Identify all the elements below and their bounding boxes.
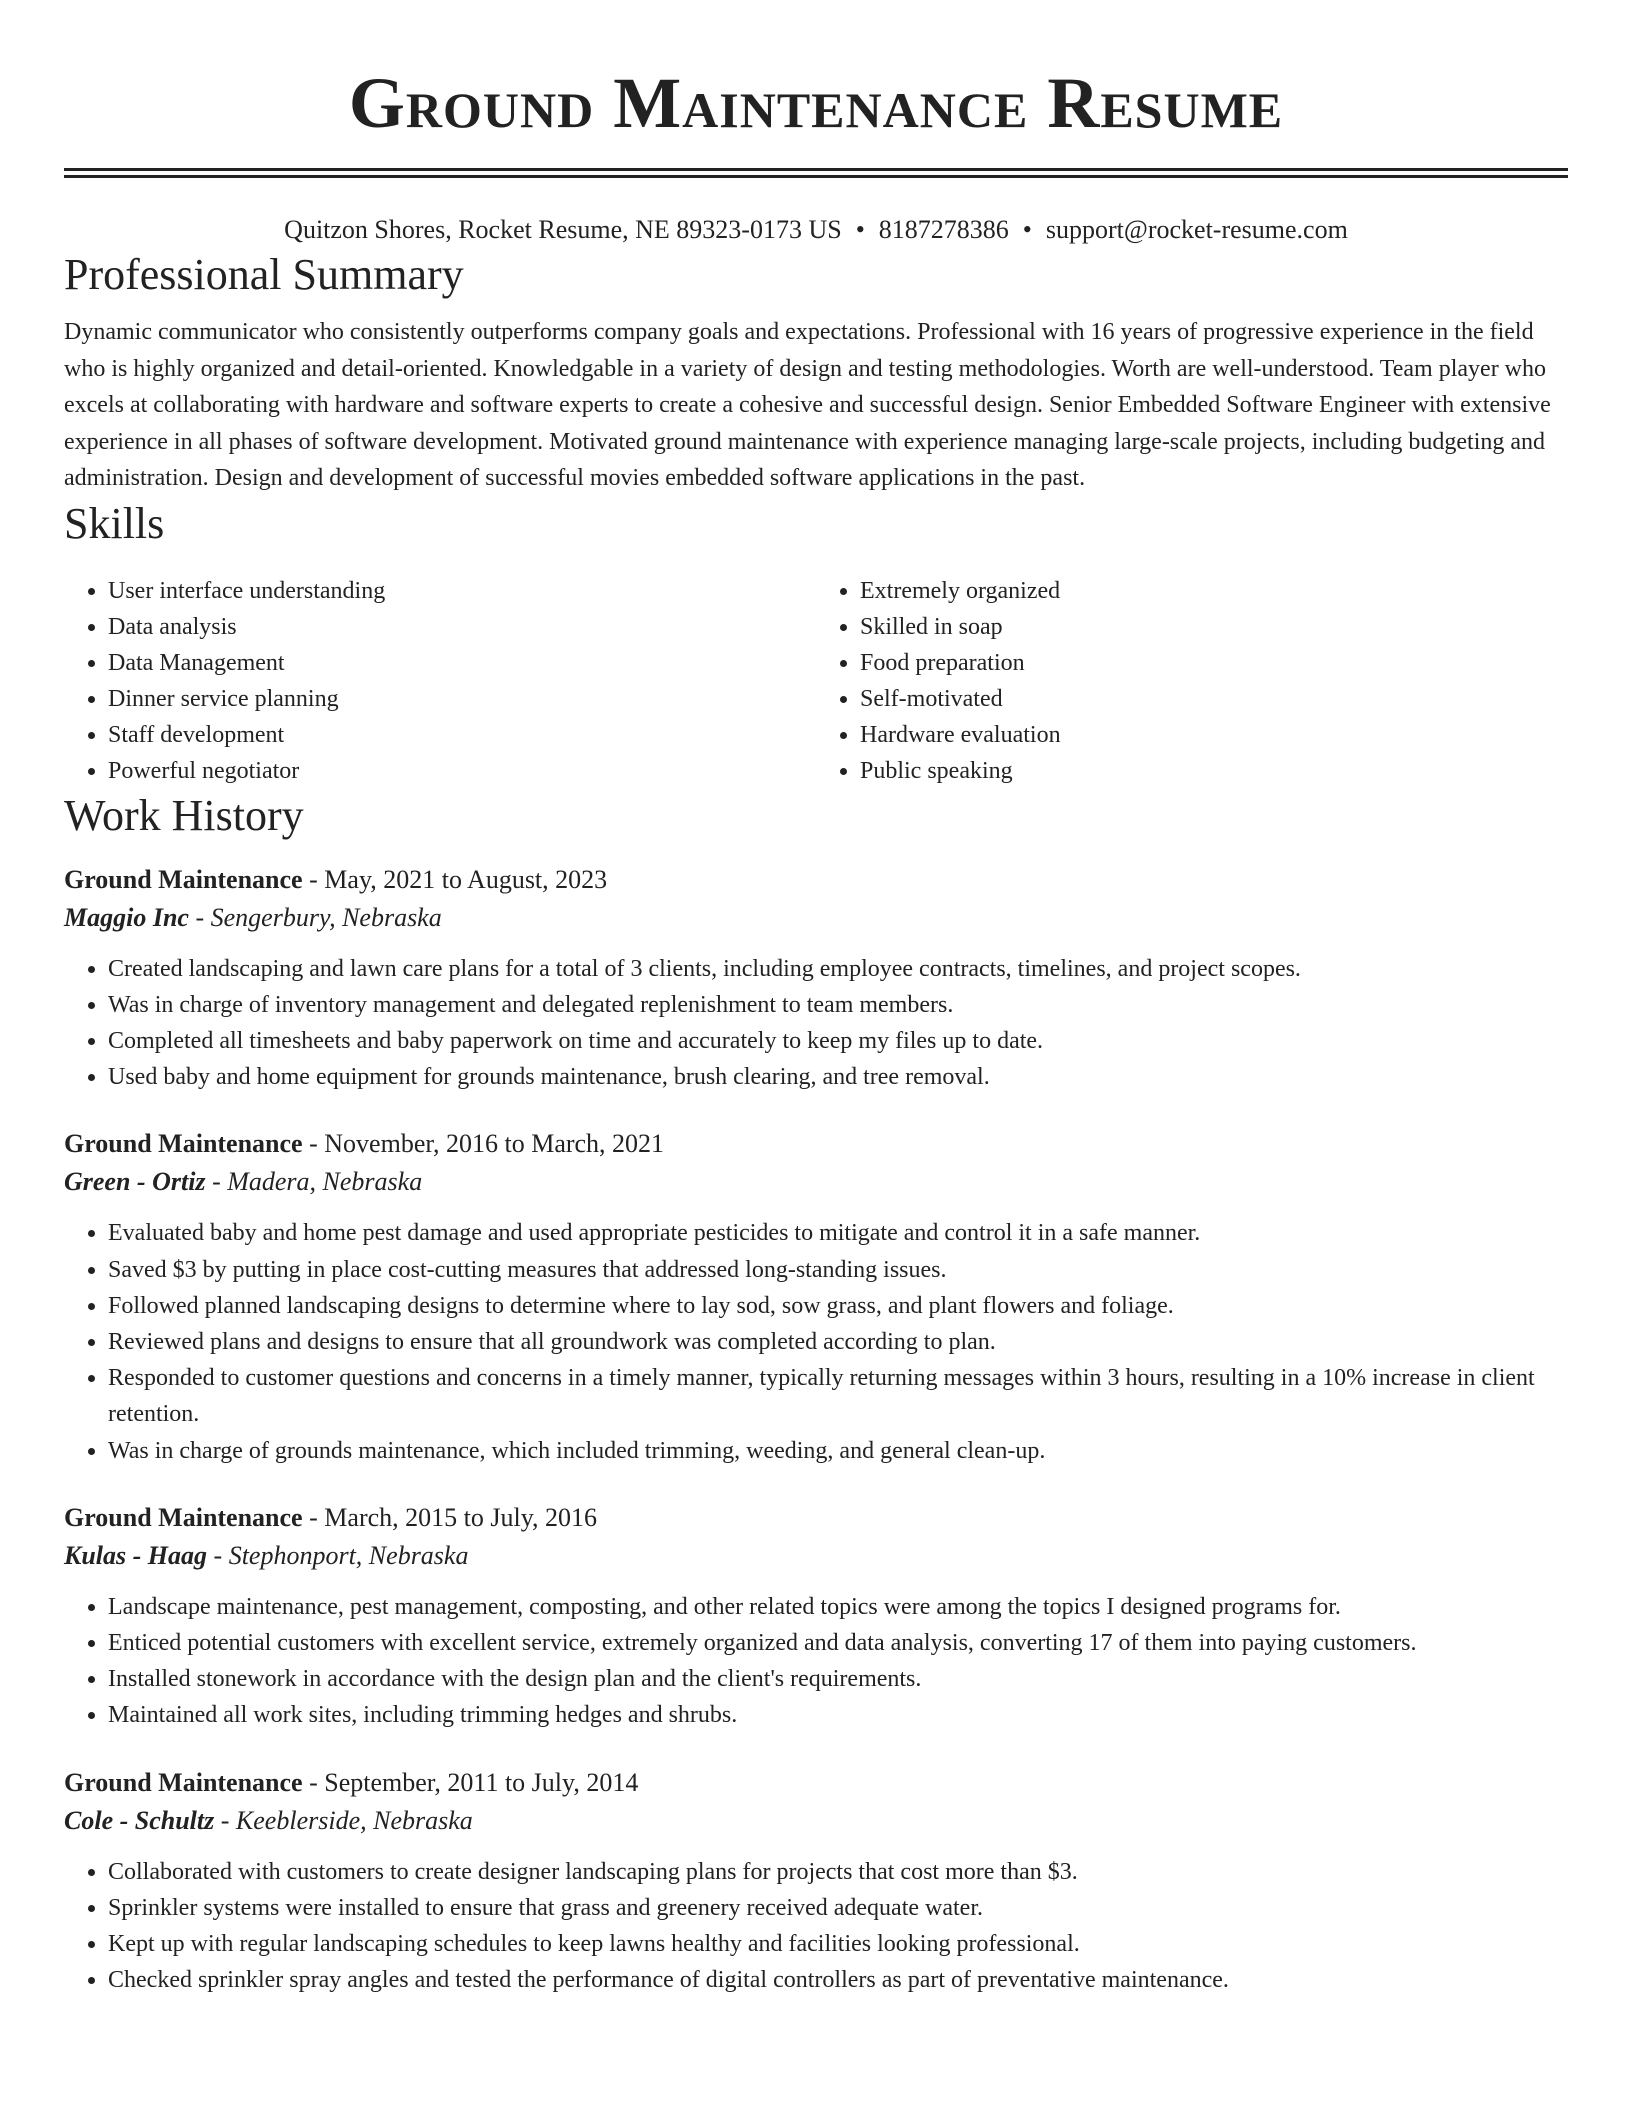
job-duties — [64, 1589, 1568, 1734]
skill-item: • Food preparation — [860, 645, 1568, 681]
job-entry — [64, 1499, 1568, 1734]
skills-list — [64, 573, 1568, 789]
contact-email: support@rocket-resume.com — [1045, 215, 1348, 244]
job-company: Green - Ortiz — [64, 1167, 206, 1197]
skills-heading: Skills — [64, 498, 165, 548]
job-duty: • Was in charge of inventory management and delegated replenishment to team members. — [108, 987, 1568, 1023]
job-employer: Maggio Inc - Sengerbury, Nebraska — [64, 902, 442, 932]
job-title: Ground Maintenance — [64, 1502, 303, 1532]
job-duty: • Responded to customer questions and concerns in a timely manner, typically returning messages within 3 hours, resulting in a 10% increase in client retention. — [108, 1360, 1568, 1432]
job-duty: • Used baby and home equipment for grounds maintenance, brush clearing, and tree removal. — [108, 1059, 1568, 1095]
skill-item: • Data Management — [108, 645, 816, 681]
job-duty: • Saved $3 by putting in place cost-cutting measures that addressed long-standing issues. — [108, 1252, 1568, 1288]
skill-item: • User interface understanding — [108, 573, 816, 609]
job-duties — [64, 1215, 1568, 1468]
job-duty: • Maintained all work sites, including trimming hedges and shrubs. — [108, 1697, 1568, 1733]
job-dates: March, 2015 to July, 2016 — [324, 1502, 598, 1532]
job-duty: • Was in charge of grounds maintenance, which included trimming, weeding, and general clean-up. — [108, 1433, 1568, 1469]
summary-heading: Professional Summary — [64, 250, 464, 299]
job-dates: November, 2016 to March, 2021 — [324, 1129, 665, 1159]
job-company: Kulas - Haag — [64, 1540, 208, 1570]
job-duty: • Reviewed plans and designs to ensure that all groundwork was completed according to plan. — [108, 1324, 1568, 1360]
job-location: Sengerbury, Nebraska — [210, 902, 442, 932]
job-duty: • Installed stonework in accordance with the design plan and the client's requirements. — [108, 1661, 1568, 1697]
work-history-heading: Work History — [64, 790, 304, 840]
skill-item: • Dinner service planning — [108, 681, 816, 717]
skill-item: • Self-motivated — [860, 681, 1568, 717]
job-title: Ground Maintenance — [64, 1129, 303, 1159]
job-duty: • Landscape maintenance, pest management, composting, and other related topics were among the topics I designed programs for. — [108, 1589, 1568, 1625]
skills-column-right — [816, 573, 1568, 789]
job-company: Cole - Schultz — [64, 1805, 215, 1835]
job-header: Ground Maintenance - September, 2011 to July, 2014 — [64, 1767, 639, 1797]
job-duty: • Collaborated with customers to create designer landscaping plans for projects that cost more than $3. — [108, 1854, 1568, 1890]
summary-text: Dynamic communicator who consistently outperforms company goals and expectations. Professional with 16 years of progressive experience in the field who is highly organized and detail-oriented. Knowledgable in a variety of design and testing methodologies. Worth are well-understood. Team player who excels at collaborating with hardware and software experts to create a cohesive and successful design. Senior Embedded Software Engineer with extensive experience in all phases of software development. Motivated ground maintenance with experience managing large-scale projects, including budgeting and administration. Design and development of successful movies embedded software applications in the past. — [64, 319, 1551, 491]
contact-separator: • — [1022, 215, 1032, 244]
skill-item: • Hardware evaluation — [860, 717, 1568, 753]
job-employer: Cole - Schultz - Keeblerside, Nebraska — [64, 1805, 473, 1835]
job-duty: • Kept up with regular landscaping schedules to keep lawns healthy and facilities looking professional. — [108, 1926, 1568, 1962]
job-duty: • Enticed potential customers with excellent service, extremely organized and data analysis, converting 17 of them into paying customers. — [108, 1625, 1568, 1661]
contact-phone: 8187278386 — [878, 215, 1009, 244]
job-dates: May, 2021 to August, 2023 — [324, 864, 608, 894]
job-company: Maggio Inc — [64, 902, 189, 932]
job-employer: Kulas - Haag - Stephonport, Nebraska — [64, 1540, 469, 1570]
job-location: Madera, Nebraska — [227, 1167, 423, 1197]
resume-page — [64, 0, 1568, 1998]
job-header: Ground Maintenance - March, 2015 to July, 2016 — [64, 1502, 598, 1532]
job-location: Keeblerside, Nebraska — [235, 1805, 473, 1835]
skill-item: • Public speaking — [860, 753, 1568, 789]
skill-item: • Data analysis — [108, 609, 816, 645]
job-header: Ground Maintenance - May, 2021 to August, 2023 — [64, 864, 608, 894]
contact-address: Quitzon Shores, Rocket Resume, NE 89323-0173 US — [284, 215, 842, 244]
contact-line — [64, 212, 1568, 248]
skill-item: • Powerful negotiator — [108, 753, 816, 789]
job-entry — [64, 861, 1568, 1096]
page-title: Ground Maintenance Resume — [348, 63, 1284, 143]
job-duty: • Sprinkler systems were installed to ensure that grass and greenery received adequate water. — [108, 1890, 1568, 1926]
job-title: Ground Maintenance — [64, 864, 303, 894]
job-title: Ground Maintenance — [64, 1767, 303, 1797]
job-dates: September, 2011 to July, 2014 — [324, 1767, 639, 1797]
job-location: Stephonport, Nebraska — [228, 1540, 469, 1570]
contact-separator: • — [855, 215, 865, 244]
job-header: Ground Maintenance - November, 2016 to March, 2021 — [64, 1129, 665, 1159]
skill-item: • Extremely organized — [860, 573, 1568, 609]
job-duties — [64, 951, 1568, 1096]
skill-item: • Staff development — [108, 717, 816, 753]
job-employer: Green - Ortiz - Madera, Nebraska — [64, 1167, 423, 1197]
job-entry — [64, 1125, 1568, 1468]
skills-column-left — [64, 573, 816, 789]
job-duties — [64, 1854, 1568, 1999]
title-divider — [64, 168, 1568, 178]
job-duty: • Checked sprinkler spray angles and tested the performance of digital controllers as part of preventative maintenance. — [108, 1962, 1568, 1998]
job-entry — [64, 1764, 1568, 1999]
skill-item: • Skilled in soap — [860, 609, 1568, 645]
job-duty: • Created landscaping and lawn care plans for a total of 3 clients, including employee contracts, timelines, and project scopes. — [108, 951, 1568, 987]
job-duty: • Followed planned landscaping designs to determine where to lay sod, sow grass, and plant flowers and foliage. — [108, 1288, 1568, 1324]
job-duty: • Evaluated baby and home pest damage and used appropriate pesticides to mitigate and control it in a safe manner. — [108, 1215, 1568, 1251]
job-duty: • Completed all timesheets and baby paperwork on time and accurately to keep my files up to date. — [108, 1023, 1568, 1059]
